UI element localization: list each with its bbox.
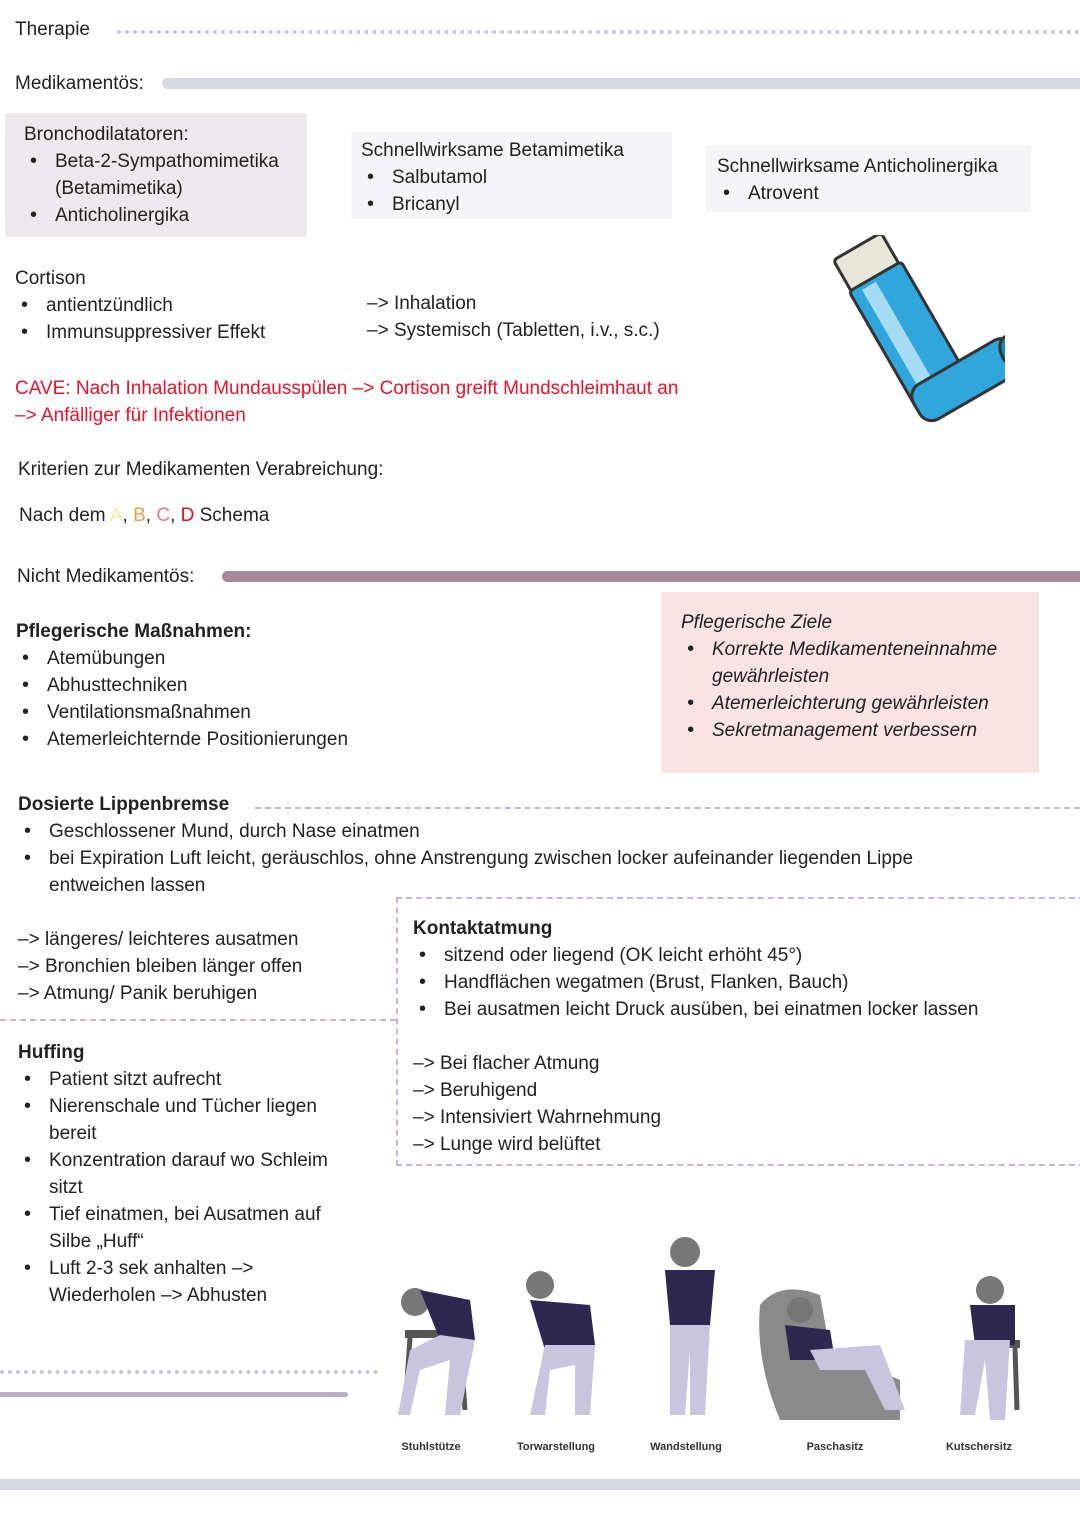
list-item: • Beta-2-Sympathomimetika (Betamimetika) bbox=[24, 148, 307, 202]
footer-divider bbox=[0, 1479, 1080, 1490]
breathing-positions-illustration bbox=[380, 1230, 1080, 1430]
arrow-note: –> Inhalation bbox=[367, 293, 477, 314]
list-item: • Patient sitzt aufrecht bbox=[18, 1066, 358, 1093]
list-item: • Atemübungen bbox=[16, 645, 416, 672]
cave-warning: –> Anfälliger für Infektionen bbox=[15, 405, 246, 426]
page-title: Therapie bbox=[15, 19, 90, 40]
torwarstellung-figure bbox=[526, 1271, 595, 1415]
list-item: • Nierenschale und Tücher liegen bereit bbox=[18, 1093, 358, 1147]
kontakt-title: Kontaktatmung bbox=[413, 918, 553, 939]
cortison-section bbox=[15, 265, 345, 346]
section-heading-nicht-medikamentoes: Nicht Medikamentös: bbox=[17, 566, 195, 587]
list-item: • Handflächen wegatmen (Brust, Flanken, Bauch) bbox=[413, 969, 1063, 996]
schema-text: Nach dem A, B, C, D Schema bbox=[19, 505, 270, 526]
anticholinergika-box bbox=[706, 145, 1031, 212]
kriterien-text: Kriterien zur Medikamenten Verabreichung: bbox=[18, 459, 384, 480]
ziele-title: Pflegerische Ziele bbox=[681, 612, 833, 633]
arrow-note: –> Systemisch (Tabletten, i.v., s.c.) bbox=[367, 320, 660, 341]
inhaler-illustration bbox=[805, 235, 1005, 435]
cortison-title: Cortison bbox=[15, 268, 86, 289]
list-item: • Atrovent bbox=[717, 180, 1031, 207]
divider bbox=[117, 30, 1080, 34]
box-title: Schnellwirksame Betamimetika bbox=[361, 140, 624, 161]
massnahmen-title: Pflegerische Maßnahmen: bbox=[16, 621, 252, 642]
list-item: • Geschlossener Mund, durch Nase einatmen bbox=[18, 818, 1018, 845]
arrow-note: –> Beruhigend bbox=[413, 1080, 538, 1101]
arrow-note: –> längeres/ leichteres ausatmen bbox=[18, 929, 299, 950]
arrow-note: –> Bei flacher Atmung bbox=[413, 1053, 600, 1074]
position-label: Kutschersitz bbox=[945, 1441, 1013, 1453]
divider bbox=[222, 571, 1080, 582]
kontakt-section bbox=[413, 915, 1063, 1023]
huffing-section bbox=[18, 1039, 358, 1309]
list-item: • Bricanyl bbox=[361, 191, 672, 218]
list-item: • Tief einatmen, bei Ausatmen auf Silbe „Huff“ bbox=[18, 1201, 358, 1255]
huffing-title: Huffing bbox=[18, 1042, 85, 1063]
list-item: • Luft 2-3 sek anhalten –> Wiederholen –> Abhusten bbox=[18, 1255, 358, 1309]
arrow-note: –> Lunge wird belüftet bbox=[413, 1134, 601, 1155]
list-item: • Immunsuppressiver Effekt bbox=[15, 319, 345, 346]
box-title: Bronchodilatatoren: bbox=[24, 124, 189, 145]
position-label: Torwarstellung bbox=[516, 1441, 596, 1453]
list-item: • Bei ausatmen leicht Druck ausüben, bei einatmen locker lassen bbox=[413, 996, 1063, 1023]
list-item: • Konzentration darauf wo Schleim sitzt bbox=[18, 1147, 358, 1201]
bronchodilatatoren-box bbox=[5, 113, 307, 237]
list-item: • Korrekte Medikamenteneinnahme gewährleisten bbox=[681, 636, 1009, 690]
list-item: • antientzündlich bbox=[15, 292, 345, 319]
massnahmen-section bbox=[16, 618, 416, 753]
lippenbremse-title: Dosierte Lippenbremse bbox=[18, 794, 230, 815]
section-heading-medikamentoes: Medikamentös: bbox=[15, 73, 144, 94]
position-label: Paschasitz bbox=[806, 1441, 864, 1453]
divider bbox=[0, 1392, 348, 1397]
divider bbox=[0, 1019, 396, 1021]
list-item: • Salbutamol bbox=[361, 164, 672, 191]
list-item: • Ventilationsmaßnahmen bbox=[16, 699, 416, 726]
position-label: Wandstellung bbox=[650, 1441, 722, 1453]
paschasitz-figure bbox=[759, 1289, 905, 1420]
arrow-note: –> Atmung/ Panik beruhigen bbox=[18, 983, 258, 1004]
divider bbox=[255, 807, 1080, 809]
betamimetika-box bbox=[351, 132, 672, 219]
list-item: • bei Expiration Luft leicht, geräuschlos, ohne Anstrengung zwischen locker aufeinander liegenden Lippe entweichen lassen bbox=[18, 845, 998, 899]
list-item: • Atemerleichterung gewährleisten bbox=[681, 690, 1009, 717]
wandstellung-figure bbox=[665, 1237, 715, 1415]
stuhlstuetze-figure bbox=[398, 1288, 475, 1415]
lippenbremse-list bbox=[18, 818, 1018, 899]
ziele-box bbox=[661, 592, 1039, 773]
divider bbox=[162, 78, 1080, 89]
kutschersitz-figure bbox=[960, 1276, 1020, 1420]
arrow-note: –> Intensiviert Wahrnehmung bbox=[413, 1107, 662, 1128]
divider bbox=[0, 1370, 378, 1374]
arrow-note: –> Bronchien bleiben länger offen bbox=[18, 956, 303, 977]
list-item: • Atemerleichternde Positionierungen bbox=[16, 726, 416, 753]
list-item: • Abhusttechniken bbox=[16, 672, 416, 699]
list-item: • sitzend oder liegend (OK leicht erhöht 45°) bbox=[413, 942, 1063, 969]
position-label: Stuhlstütze bbox=[401, 1441, 461, 1453]
list-item: • Anticholinergika bbox=[24, 202, 307, 229]
list-item: • Sekretmanagement verbessern bbox=[681, 717, 1009, 744]
cave-warning: CAVE: Nach Inhalation Mundausspülen –> Cortison greift Mundschleimhaut an bbox=[15, 378, 679, 399]
box-title: Schnellwirksame Anticholinergika bbox=[717, 156, 998, 177]
